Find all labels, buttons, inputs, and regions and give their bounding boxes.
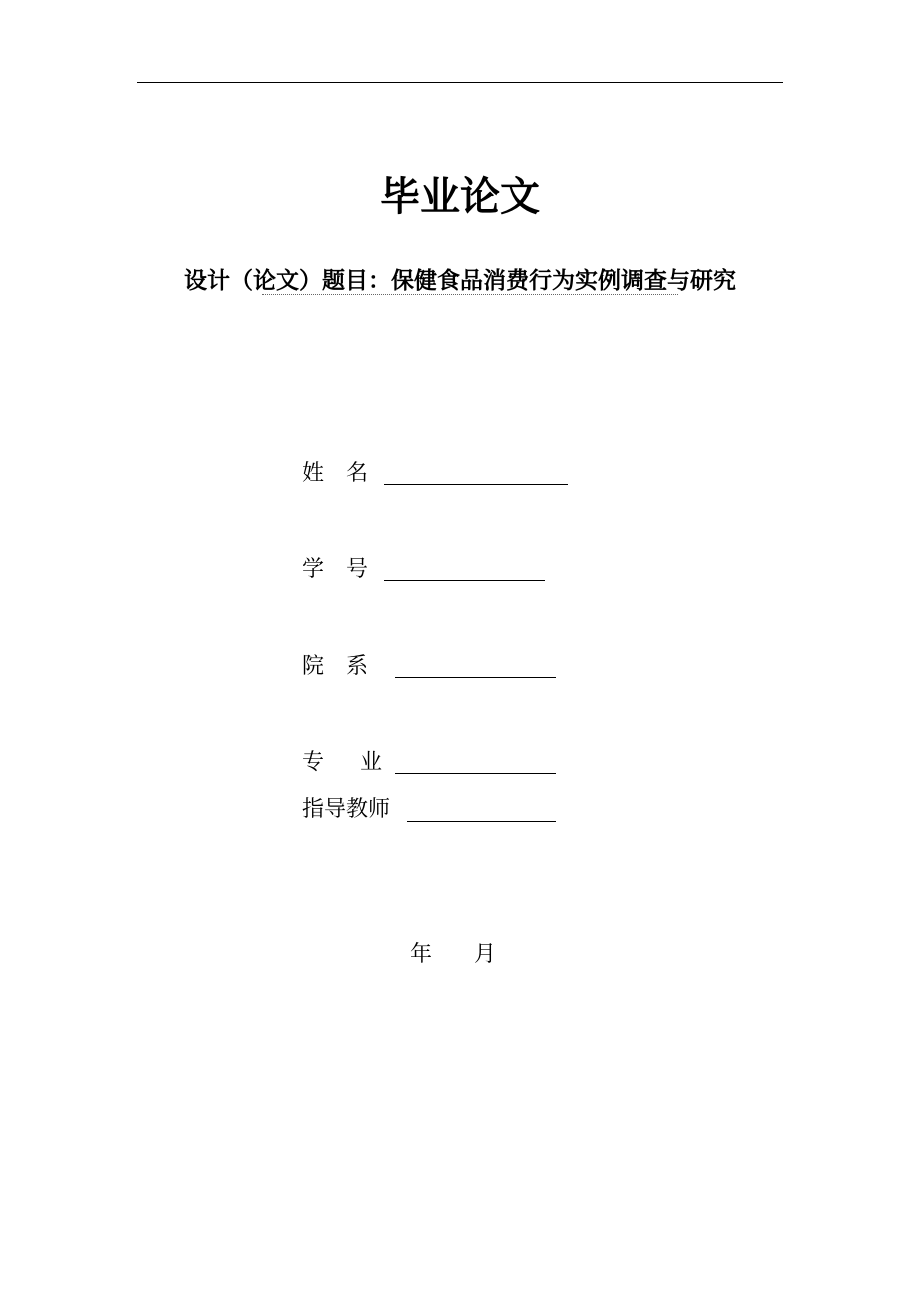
- topic-text: 保健食品消费行为实例调查与研究: [391, 267, 736, 294]
- date-month-label: 月: [474, 942, 497, 967]
- department-blank: [395, 677, 556, 678]
- topic-dotted-underline: [262, 294, 678, 295]
- document-title: 毕业论文: [380, 173, 540, 220]
- major-blank: [395, 773, 556, 774]
- department-label: 院 系: [302, 654, 369, 679]
- student-id-label: 学 号: [302, 557, 369, 582]
- date-year-label: 年: [410, 942, 433, 967]
- supervisor-label: 指导教师: [302, 797, 391, 822]
- topic-label: 设计（论文）题目：: [184, 267, 391, 294]
- major-label: 专 业: [302, 750, 390, 775]
- supervisor-blank: [407, 821, 556, 822]
- name-label: 姓 名: [302, 461, 369, 486]
- student-id-blank: [384, 580, 545, 581]
- thesis-topic-line: [0, 269, 920, 293]
- header-rule: [137, 82, 783, 83]
- name-blank: [384, 484, 568, 485]
